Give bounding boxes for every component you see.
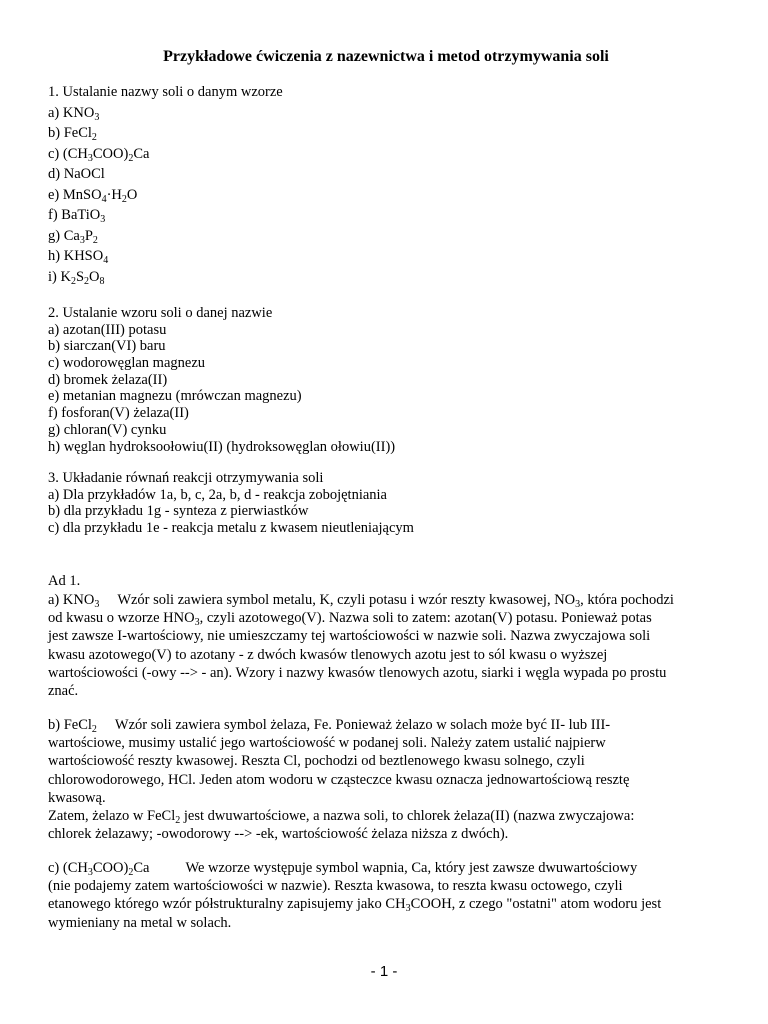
paragraph-text: jest zawsze I-wartościowy, nie umieszczamy tej wartościowości w nazwie soli. Nazwa zwyczajowa soli — [48, 628, 651, 645]
section-2-heading: 2. Ustalanie wzoru soli o danej nazwie — [48, 305, 273, 321]
paragraph-line — [48, 914, 720, 932]
chemical-formula: $KHSO_4$ — [63, 248, 109, 266]
section-1-item — [48, 125, 724, 146]
paragraph-text: wartościowości (-owy --> - an). Wzory i nazwy kwasów tlenowych azotu, siarki i węgla wypada po prostu — [48, 664, 667, 681]
section-2-item: b) siarczan(VI) baru — [48, 338, 166, 355]
section-2-item: e) metanian magnezu (mrówczan magnezu) — [48, 388, 302, 405]
paragraph-text: Wzór soli zawiera symbol żelaza, Fe. Ponieważ żelazo w solach może być II- lub III- — [114, 717, 611, 733]
section-1-item — [48, 187, 724, 208]
item-label: g) — [48, 227, 64, 244]
paragraph-text: (nie podajemy zatem wartościowości w nazwie). Reszta kwasowa, to reszta kwasu octowego, czyli — [48, 878, 623, 895]
paragraph-text: etanowego którego wzór półstrukturalny zapisujemy jako $CH_3COOH$, z czego "ostatni" atom wodoru jest — [48, 896, 662, 915]
paragraph-line — [48, 752, 720, 770]
subscript: 2 — [84, 275, 90, 287]
section-3-heading: 3. Układanie równań reakcji otrzymywania soli — [48, 470, 324, 486]
ad1-paragraph-b — [48, 716, 720, 843]
chemical-formula: $KNO_3$ — [62, 592, 100, 610]
chemical-formula: BaTiO$_3$ — [61, 207, 106, 225]
chemical-formula: $K_2S_2O_8$ — [60, 268, 105, 287]
subscript: 8 — [99, 275, 105, 287]
section-1-heading: 1. Ustalanie nazwy soli o danym wzorze — [48, 84, 283, 100]
subscript: 3 — [405, 903, 411, 915]
subscript: 3 — [94, 599, 100, 610]
item-label: c) — [48, 145, 63, 162]
item-label: b) — [48, 125, 64, 141]
section-1-list — [48, 105, 724, 290]
item-label: i) — [48, 268, 61, 285]
paragraph-text: kwasową. — [48, 789, 106, 806]
paragraph-line — [48, 682, 720, 700]
subscript: 2 — [128, 152, 134, 164]
subscript: 2 — [128, 867, 134, 878]
paragraph-text: od kwasu o wzorze $HNO_3$, czyli azotowego(V). Nazwa soli to zatem: azotan(V) potasu. Ponieważ potas — [48, 610, 652, 629]
item-label: c) — [48, 860, 63, 876]
section-2-item: f) fosforan(V) żelaza(II) — [48, 405, 189, 422]
paragraph-line — [48, 789, 720, 807]
subscript: 3 — [194, 617, 200, 629]
subscript: 3 — [100, 214, 106, 225]
section-1-item — [48, 166, 724, 187]
subscript: 2 — [91, 724, 97, 735]
chemical-formula: NaOCl — [63, 166, 105, 182]
paragraph-text: wymieniany na metal w solach. — [48, 914, 232, 931]
item-label: a) — [48, 592, 63, 608]
subscript: 3 — [87, 152, 93, 164]
chemical-formula: $(CH_3COO)_2Ca$ — [62, 145, 150, 164]
section-1-item — [48, 228, 724, 249]
paragraph-line — [48, 825, 720, 843]
item-label: d) — [48, 166, 64, 182]
paragraph-text: We wzorze występuje symbol wapnia, Ca, który jest zawsze dwuwartościowy — [185, 860, 638, 876]
section-1-item — [48, 207, 724, 228]
section-1 — [48, 84, 724, 289]
subscript: 3 — [79, 234, 85, 246]
ad1-heading: Ad 1. — [48, 573, 81, 589]
subscript: 2 — [175, 815, 181, 827]
section-1-item — [48, 248, 724, 269]
section-2-item: d) bromek żelaza(II) — [48, 371, 168, 388]
section-2 — [48, 305, 724, 455]
chemical-formula: $MnSO_4\cdot H_2O$ — [62, 186, 138, 205]
paragraph-line — [48, 734, 720, 752]
paragraph-line — [48, 877, 720, 895]
page-number: - 1 - — [370, 963, 398, 980]
section-3-item: b) dla przykładu 1g - synteza z pierwiastków — [48, 503, 309, 520]
paragraph-text: chlorowodorowego, HCl. Jeden atom wodoru w cząsteczce kwasu oznacza jednowartościową resztę — [48, 771, 630, 788]
paragraph-text: Wzór soli zawiera symbol metalu, K, czyli potasu i wzór reszty kwasowej, $NO_3$, która pochodzi — [117, 592, 674, 610]
subscript: 4 — [101, 193, 107, 205]
paragraph-line — [48, 591, 720, 609]
section-1-item — [48, 269, 724, 290]
paragraph-text: kwasu azotowego(V) to azotany - z dwóch kwasów tlenowych azotu jest to sól kwasu o wyższej — [48, 646, 608, 663]
paragraph-text: Zatem, żelazo w FeCl$_2$ jest dwuwartościowe, a nazwa soli, to chlorek żelaza(II) (nazwa zwyczajowa: — [48, 808, 635, 827]
section-3-item: c) dla przykładu 1e - reakcja metalu z kwasem nieutleniającym — [48, 520, 414, 537]
subscript: 2 — [121, 193, 127, 205]
subscript: 2 — [91, 132, 97, 143]
subscript: 4 — [103, 255, 109, 266]
item-label: b) — [48, 717, 64, 733]
paragraph-text: wartościowość reszty kwasowej. Reszta Cl, pochodzi od beztlenowego kwasu solnego, czyli — [48, 753, 585, 770]
paragraph-text: wartościowe, musimy ustalić jego wartościowość w podanej soli. Należy zatem ustalić najpierw — [48, 735, 606, 752]
section-2-item: c) wodorowęglan magnezu — [48, 355, 206, 372]
chemical-formula: $Ca_3P_2$ — [63, 227, 98, 246]
paragraph-line — [48, 646, 720, 664]
paragraph-text: znać. — [48, 683, 79, 700]
subscript: 2 — [92, 234, 98, 246]
section-1-item — [48, 146, 724, 167]
item-label: h) — [48, 248, 64, 264]
paragraph-line — [48, 771, 720, 789]
item-label: e) — [48, 186, 63, 203]
chemical-formula: FeCl$_2$ — [63, 717, 97, 735]
document-title: Przykładowe ćwiczenia z nazewnictwa i metod otrzymywania soli — [163, 48, 609, 65]
subscript: 2 — [70, 275, 76, 287]
item-label: f) — [48, 207, 62, 223]
paragraph-line — [48, 664, 720, 682]
subscript: 3 — [94, 111, 100, 123]
section-3 — [48, 470, 724, 537]
section-2-item: h) węglan hydroksoołowiu(II) (hydroksowęglan ołowiu(II)) — [48, 438, 396, 455]
section-2-item: a) azotan(III) potasu — [48, 321, 167, 338]
subscript: 3 — [87, 867, 93, 878]
section-1-item — [48, 105, 724, 126]
paragraph-text: chlorek żelazawy; -owodorowy --> -ek, wartościowość żelaza niższa z dwóch). — [48, 826, 509, 843]
paragraph-line — [48, 609, 720, 627]
chemical-formula: $KNO_3$ — [62, 104, 100, 123]
paragraph-line — [48, 627, 720, 645]
ad1-paragraph-a — [48, 591, 720, 700]
chemical-formula: $(CH_3COO)_2Ca$ — [62, 860, 150, 878]
item-label: a) — [48, 104, 63, 121]
ad1-paragraph-c — [48, 859, 720, 932]
paragraph-line — [48, 859, 720, 877]
paragraph-line — [48, 807, 720, 825]
chemical-formula: FeCl$_2$ — [63, 125, 97, 143]
section-2-item: g) chloran(V) cynku — [48, 421, 167, 438]
paragraph-line — [48, 895, 720, 913]
subscript: 3 — [575, 599, 581, 610]
section-3-item: a) Dla przykładów 1a, b, c, 2a, b, d - reakcja zobojętniania — [48, 486, 387, 503]
paragraph-line — [48, 716, 720, 734]
